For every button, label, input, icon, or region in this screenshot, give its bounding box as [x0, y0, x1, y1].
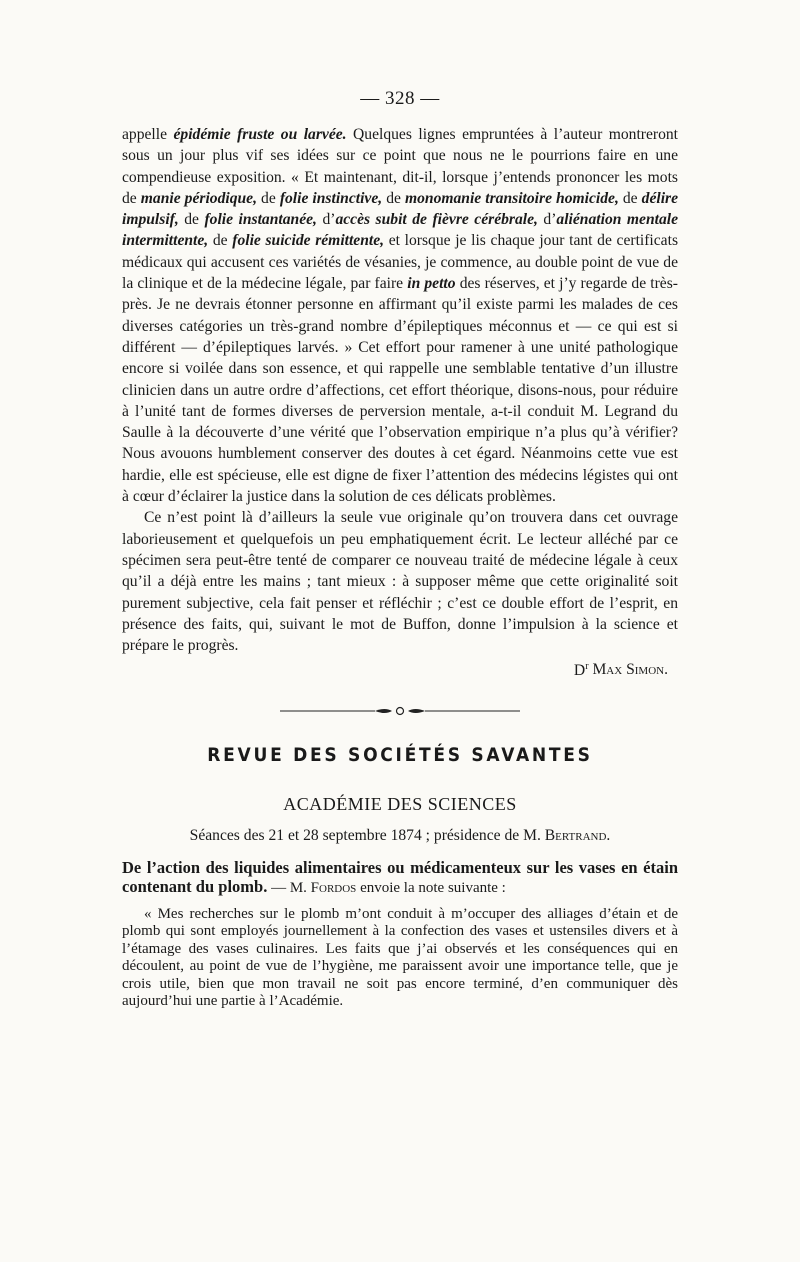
signature-prefix: $D^r$: [573, 660, 589, 679]
article-tail: envoie la note suivante :: [356, 880, 506, 897]
emphasis-term: accès subit de fièvre cérébrale,: [335, 211, 538, 229]
article-intro: [122, 859, 678, 898]
emphasis-term: aliénation mentale intermittente,: [122, 211, 679, 250]
emphasis-term: in petto: [407, 275, 456, 293]
text-run: de: [618, 189, 642, 207]
text-run: de: [257, 189, 280, 207]
article-quote: « Mes recherches sur le plomb m’ont conduit à m’occuper des alliages d’étain et de plomb qui sont employés journellement à la confection des vases et ustensiles divers et à l’étamage des vases culinaires. Les faits que j’ai observés et les conséquences qui en découlent, au point de vue de l’hygiène, me paraissent avoir une importance telle, que je crois utile, bien que mon travail ne soit pas encore terminé, d’en communiquer dès aujourd’hui une partie à l’Académie.: [122, 905, 678, 1010]
emphasis-term: folie instinctive,: [279, 189, 383, 207]
article-dash: — M.: [267, 880, 311, 897]
text-run: de: [208, 232, 233, 250]
academy-heading: ACADÉMIE DES SCIENCES: [283, 793, 517, 814]
session-president: Bertrand.: [544, 826, 611, 844]
emphasis-term: manie périodique,: [140, 189, 257, 207]
text-run: de: [382, 189, 405, 207]
signature-name: Max Simon.: [592, 661, 668, 679]
article-heading: De l’action des liquides alimentaires ou médicamenteux sur les vases en étain contenant du plomb.: [122, 857, 678, 897]
text-run: des réserves, et j’y regarde de très-près. Je ne devrais étonner personne en affirmant qu’il existe parmi les malades de ces diverses catégories un très-grand nombre d’épileptiques méconnus et — ce qui est si différent — d’épileptiques larvés. » Cet effort pour ramener à une unité pathologique encore si voilée dans son essence, et qui rappelle une semblable tentative d’un illustre clinicien dans un autre ordre d’affections, cet effort théorique, disons-nous, pour réduire à l’unité tant de formes diverses de perversion mentale, a-t-il conduit M. Legrand du Saulle à la découverte d’une vérité que l’observation empirique n’a plus qu’à vérifier? Nous avouons humblement conserver des doutes à cet égard. Néanmoins cette vue est hardie, elle est spécieuse, elle est digne de fixer l’attention des médecins légistes qui ont à cœur d’éclairer la justice dans la solution de ces délicats problèmes.: [122, 275, 678, 506]
emphasis-term: monomanie transitoire homicide,: [404, 189, 619, 207]
session-line: [122, 827, 678, 845]
article-author: Fordos: [310, 880, 357, 897]
session-text: Séances des 21 et 28 septembre 1874 ; présidence de M.: [189, 826, 545, 844]
text-run: d’: [316, 211, 336, 229]
text-run: d’: [537, 211, 557, 229]
document-page: [122, 88, 678, 1011]
emphasis-term: folie instantanée,: [204, 211, 317, 229]
text-run: Quelques lignes empruntées à l’auteur montreront sous un jour plus vif ses idées sur ce point que nous ne le pourrions faire en une compendieuse exposition. « Et maintenant, dit-il, lorsque j’entends prononcer les mots de: [122, 126, 679, 207]
section-title: REVUE DES SOCIÉTÉS SAVANTES: [207, 743, 593, 766]
text-run: et lorsque je lis chaque jour tant de certificats médicaux qui accusent ces variétés de vésanies, je commence, au double point de vue de la clinique et de la médecine légale, par faire: [122, 232, 679, 293]
text-run: appelle: [122, 126, 174, 143]
review-paragraph-2: Ce n’est point là d’ailleurs la seule vue originale qu’on trouvera dans cet ouvrage laborieusement et quelquefois un peu emphatiquement écrit. Le lecteur alléché par ce spécimen sera peut-être tenté de comparer ce nouveau traité de médecine légale à ceux qu’il a déjà entre les mains ; tant mieux : à supposer même que cette originalité soit purement subjective, cela fait penser et réfléchir ; c’est ce double effort de l’esprit, en présence des faits, qui, suivant le mot de Buffon, donne l’impulsion à la science et prépare le progrès.: [122, 509, 678, 655]
emphasis-term: délire impulsif,: [122, 189, 679, 229]
page-number: — 328 —: [360, 88, 440, 109]
review-paragraph-1: [122, 124, 678, 507]
text-run: de: [178, 211, 205, 229]
emphasis-term: épidémie fruste ou larvée.: [173, 126, 347, 143]
emphasis-term: folie suicide rémittente,: [232, 232, 385, 250]
ornament-divider-icon: [280, 704, 520, 718]
author-signature: [122, 660, 668, 679]
